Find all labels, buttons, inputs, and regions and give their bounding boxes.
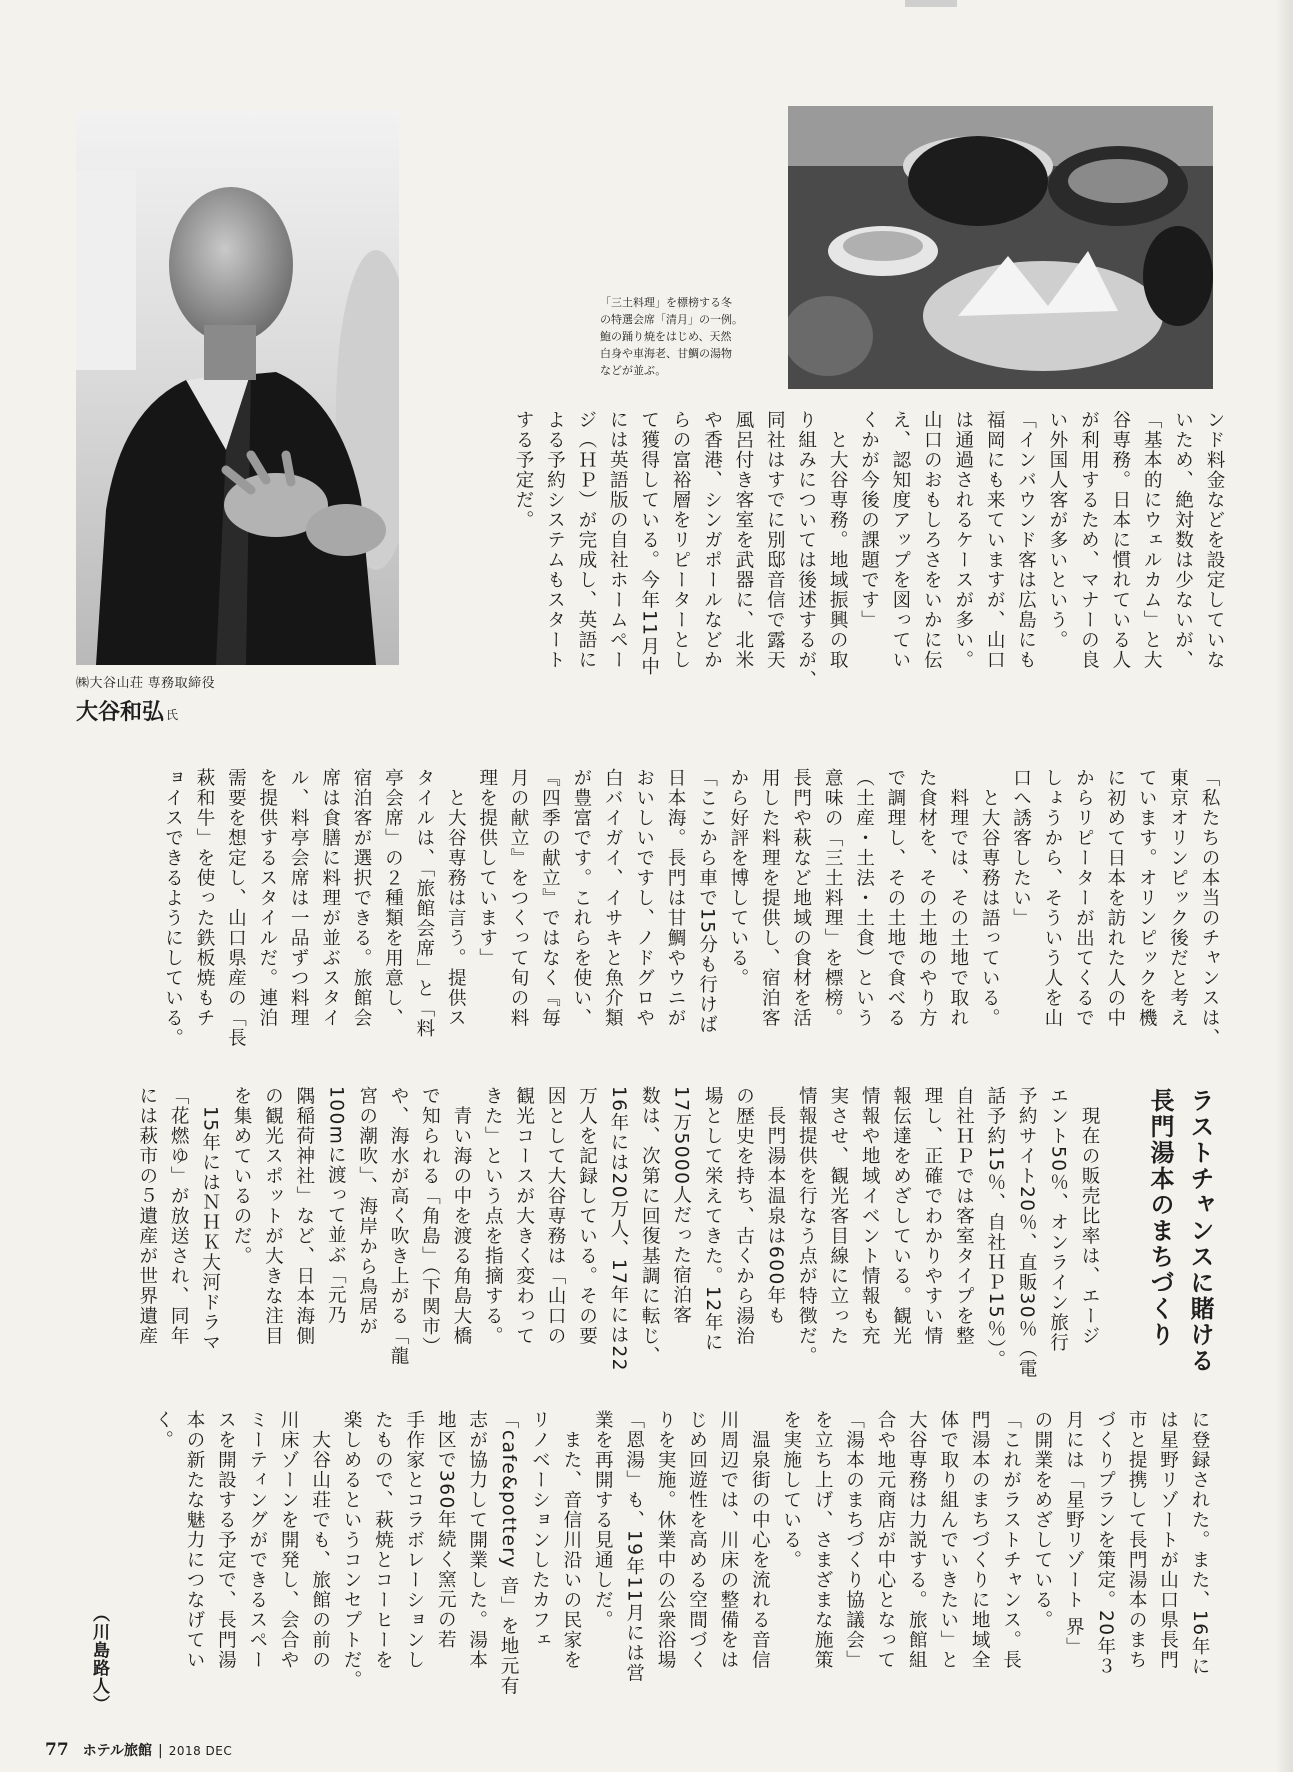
magazine-name: ホテル旅館 — [82, 1743, 152, 1759]
food-caption-line: 「三土料理」を標榜する冬 — [600, 296, 732, 309]
food-caption-line: などが並ぶ。 — [600, 364, 667, 377]
top-tab-mark — [905, 0, 957, 7]
person-name — [76, 695, 399, 726]
issue-date: 2018 DEC — [168, 1744, 233, 1758]
page-footer — [45, 1740, 232, 1760]
food-image — [788, 106, 1213, 389]
food-caption-line: 鮑の踊り焼をはじめ、天然 — [600, 330, 732, 343]
article-column-1: ンド料金などを設定していな いため、絶対数は少ないが、 「基本的にウェルカム」と大 谷専務。日本に慣れている人 が利用するため、マナーの良 い外国人客が多いという。 「インバウンド客は広島にも 福岡にも来ていますが、山口 は通過されるケースが多い。 山口のおもしろさをいかに伝 え、認知度アップを図ってい くかが今後の課題です」 と大谷専務。地域振興の取 り組みについては後述するが、 同社はすでに別邸音信で露天 風呂付き客室を武器に、北米 や香港、シンガポールなどか らの富裕層をリピーターとし て獲得している。今年11月中 には英語版の自社ホームペー ジ（ＨＰ）が完成し、英語に よる予約システムもスタート する予定だ。 — [513, 410, 1225, 690]
footer-separator: | — [157, 1743, 163, 1759]
article-column-3: 現在の販売比率は、エージ エント50％、オンライン旅行 予約サイト20％、直販30％（電 話予約15％、自社ＨＰ15％）。 自社ＨＰでは客室タイプを整 理し、正確でわかりやすい情 報伝達をめざしている。観光 情報や地域イベント情報も充 実させ、観光客目線に立った 情報提供を行なう点が特徴だ。 長門湯本温泉は600年も の歴史を持ち、古くから湯治 場として栄えてきた。12年に 17万5000人だった宿泊客 数は、次第に回復基調に転じ、 16年には20万人、17年には22 万人を記録している。その要 因として大谷専務は「山口の 観光コースが大きく変わって きた」という点を指摘する。 青い海の中を渡る角島大橋 で知られる「角島」（下関市） や、海水が高く吹き上がる「龍 宮の潮吹」、海岸から鳥居が 100mに渡って並ぶ「元乃 隅稲荷神社」など、日本海側 の観光スポットが大きな注目 を集めているのだ。 15年にはＮＨＫ大河ドラマ 「花燃ゆ」が放送され、同年 には萩市の５遺産が世界遺産 — [136, 1086, 1100, 1379]
portrait-image — [76, 110, 399, 665]
page-number: 77 — [45, 1740, 69, 1760]
person-name-text: 大谷和弘 — [76, 700, 165, 725]
article-column-4: に登録された。また、16年に は星野リゾートが山口県長門 市と提携して長門湯本のまち づくりプランを策定。20年３ 月には「星野リゾート 界」 の開業をめざしている。 「これがラストチャンス。長 門湯本のまちづくりに地域全 体で取り組んでいきたい」と 大谷専務は力説する。旅館組 合や地元商店が中心となって 「湯本のまちづくり協議会」 を立ち上げ、さまざまな施策 を実施している。 温泉街の中心を流れる音信 川周辺では、川床の整備をは じめ回遊性を高める空間づく りを実施。休業中の公衆浴場 「恩湯」も、19年11月には営 業を再開する見通しだ。 また、音信川沿いの民家を リノベーションしたカフェ 「cafe&pottery 音」を地元有 志が協力して開業した。湯本 地区で360年続く窯元の若 手作家とコラボレーションし たもので、萩焼とコーヒーを 楽しめるというコンセプトだ。 大谷山荘でも、旅館の前の 川床ゾーンを開発し、会合や ミーティングができるスペー スを開設する予定で、長門湯 本の新たな魅力につなげてい く。 — [152, 1410, 1210, 1697]
portrait-caption — [76, 672, 399, 726]
article-column-2: 「私たちの本当のチャンスは、 東京オリンピック後だと考え ています。オリンピックを機 に初めて日本を訪れた人の中 からリピーターが出てくるで しょうから、そういう人を山 口へ誘客したい」 と大谷専務は語っている。 料理では、その土地で取れ た食材を、その土地のやり方 で調理し、その土地で食べる （土産・土法・土食）という 意味の「三土料理」を標榜。 長門や萩など地域の食材を活 用した料理を提供し、宿泊客 から好評を博している。 「ここから車で15分も行けば 日本海。長門は甘鯛やウニが おいしいですし、ノドグロや 白バイガイ、イサキと魚介類 が豊富です。これらを使い、 『四季の献立』ではなく『毎 月の献立』をつくって旬の料 理を提供しています」 と大谷専務は言う。提供ス タイルは、「旅館会席」と「料 亭会席」の２種類を用意し、 宿泊客が選択できる。旅館会 席は食膳に料理が並ぶスタイ ル、料亭会席は一品ずつ料理 を提供するスタイルだ。連泊 需要を想定し、山口県産の「長 萩和牛」を使った鉄板焼もチ ョイスできるようにしている。 — [162, 768, 1220, 1048]
scan-edge-shadow — [1275, 0, 1293, 1772]
person-honorific: 氏 — [166, 708, 179, 722]
person-title: ㈱大谷山荘 専務取締役 — [76, 675, 216, 690]
food-caption — [600, 294, 785, 379]
section-heading: ラストチャンスに賭ける 長門湯本のまちづくり — [1146, 1088, 1214, 1374]
portrait-photo — [76, 110, 399, 665]
food-caption-line: の特選会席「清月」の一例。 — [600, 313, 743, 326]
food-caption-line: 白身や車海老、甘鯛の湯物 — [600, 347, 732, 360]
author-credit: （川島路人） — [89, 1605, 109, 1713]
food-photo — [788, 106, 1213, 389]
